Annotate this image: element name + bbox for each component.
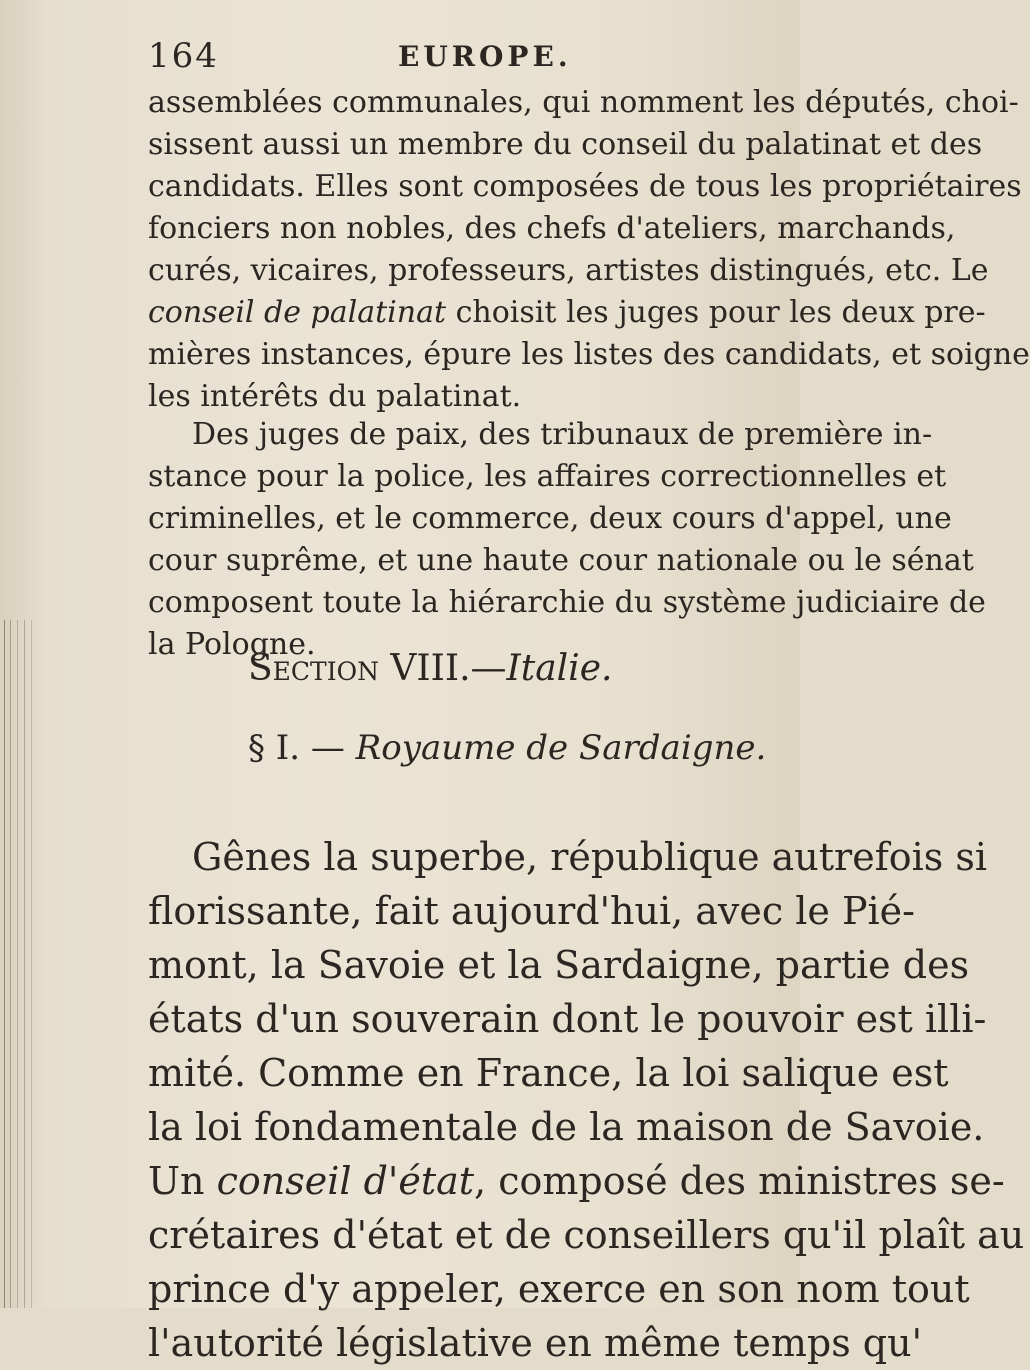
text-line: fonciers non nobles, des chefs d'ateliers, marchands, — [148, 211, 956, 246]
text-line: prince d'y appeler, exerce en son nom tout — [148, 1267, 970, 1311]
text-line: crétaires d'état et de conseillers qu'il plaît au — [148, 1213, 1025, 1257]
text-line: composent toute la hiérarchie du système judiciaire de — [148, 585, 986, 620]
text-line: florissante, fait aujourd'hui, avec le Pié- — [148, 889, 916, 933]
text-line: Gênes la superbe, république autrefois si — [192, 835, 988, 879]
subsection-label: § I. — — [248, 728, 356, 768]
text-line: l'autorité législative en même temps qu' — [148, 1321, 923, 1365]
text-line: candidats. Elles sont composées de tous les propriétaires — [148, 169, 1022, 204]
section-label: Section VIII.— — [248, 648, 507, 689]
text-line: la loi fondamentale de la maison de Savoie. — [148, 1105, 985, 1149]
italic-phrase: conseil de palatinat — [148, 295, 447, 330]
text-line: mité. Comme en France, la loi salique est — [148, 1051, 949, 1095]
subsection-title: Royaume de Sardaigne. — [355, 728, 767, 768]
page-edge-lines — [0, 620, 40, 1308]
italic-phrase: conseil d'état — [216, 1159, 475, 1203]
page-header — [140, 30, 780, 74]
text-line: Des juges de paix, des tribunaux de première in- — [192, 417, 933, 452]
paragraph-2 — [148, 414, 986, 666]
text-line: mières instances, épure les listes des candidats, et soigne — [148, 337, 1030, 372]
text-line: la Pologne. — [148, 627, 316, 662]
subsection-heading — [248, 728, 766, 768]
text-line: curés, vicaires, professeurs, artistes distingués, etc. Le — [148, 253, 989, 288]
text-line: criminelles, et le commerce, deux cours d'appel, une — [148, 501, 952, 536]
text-line: mont, la Savoie et la Sardaigne, partie des — [148, 943, 970, 987]
section-heading — [248, 648, 612, 689]
text-line: les intérêts du palatinat. — [148, 379, 522, 414]
text-line-with-italic: Un conseil d'état, composé des ministres se- — [148, 1159, 1005, 1203]
text-line: états d'un souverain dont le pouvoir est illi- — [148, 997, 987, 1041]
text-line: stance pour la police, les affaires correctionnelles et — [148, 459, 947, 494]
text-line: cour suprême, et une haute cour nationale ou le sénat — [148, 543, 974, 578]
running-title: EUROPE. — [398, 40, 572, 73]
paragraph-1 — [148, 82, 1030, 418]
text-line: sissent aussi un membre du conseil du palatinat et des — [148, 127, 983, 162]
paragraph-3 — [148, 830, 1025, 1370]
text-line: assemblées communales, qui nomment les députés, choi- — [148, 85, 1019, 120]
text-line: conseil de palatinat choisit les juges pour les deux pre- — [148, 295, 986, 330]
section-country: Italie. — [506, 648, 613, 689]
page-number: 164 — [148, 36, 219, 76]
